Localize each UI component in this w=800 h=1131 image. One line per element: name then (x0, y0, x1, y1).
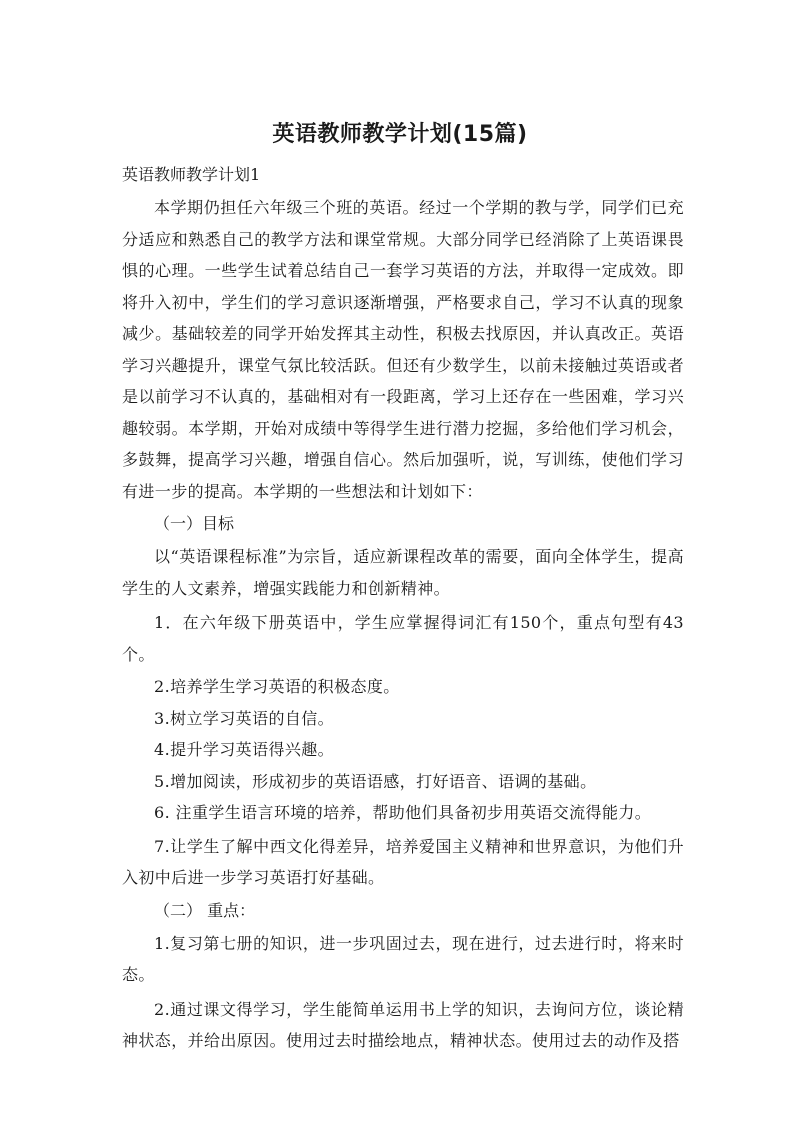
document-title: 英语教师教学计划(15篇) (272, 122, 528, 147)
list-item: 1．在六年级下册英语中，学生应掌握得词汇有150个，重点句型有43个。 (122, 613, 684, 664)
list-item: 2.通过课文得学习，学生能简单运用书上学的知识，去询问方位，谈论精神状态，并给出原因。使用过去时描绘地点，精神状态。使用过去的动作及搭 (122, 999, 684, 1050)
intro-paragraph: 本学期仍担任六年级三个班的英语。经过一个学期的教与学，同学们已充分适应和熟悉自己的教学方法和课堂常规。大部分同学已经消除了上英语课畏惧的心理。一些学生试着总结自己一套学习英语的方法，并取得一定成效。即将升入初中，学生们的学习意识逐渐增强，严格要求自己，学习不认真的现象减少。基础较差的同学开始发挥其主动性，积极去找原因，并认真改正。英语学习兴趣提升，课堂气氛比较活跃。但还有少数学生，以前未接触过英语或者是以前学习不认真的，基础相对有一段距离，学习上还存在一些困难，学习兴趣较弱。本学期，开始对成绩中等得学生进行潜力挖掘，多给他们学习机会，多鼓舞，提高学习兴趣，增强自信心。然后加强听，说，写训练，使他们学习有进一步的提高。本学期的一些想法和计划如下： (122, 198, 684, 501)
list-item: 4.提升学习英语得兴趣。 (154, 740, 335, 759)
goals-intro-paragraph: 以“英语课程标准”为宗旨，适应新课程改革的需要，面向全体学生，提高学生的人文素养，增强实践能力和创新精神。 (122, 547, 684, 598)
list-item: 3.树立学习英语的自信。 (154, 708, 335, 728)
list-item: 2.培养学生学习英语的积极态度。 (154, 677, 400, 696)
section-heading-goals: （一）目标 (154, 514, 235, 533)
list-item: 7.让学生了解中西文化得差异，培养爱国主义精神和世界意识，为他们升入初中后进一步学习英语打好基础。 (122, 836, 684, 887)
section-subtitle: 英语教师教学计划1 (122, 165, 261, 184)
list-item: 1.复习第七册的知识，进一步巩固过去，现在进行，过去进行时，将来时态。 (122, 933, 684, 984)
list-item: 5.增加阅读，形成初步的英语语感，打好语音、语调的基础。 (154, 771, 597, 791)
document-body (122, 161, 684, 1060)
list-item: 6. 注重学生语言环境的培养，帮助他们具备初步用英语交流得能力。 (154, 803, 652, 822)
section-heading-key-points: （二） 重点： (154, 900, 256, 920)
